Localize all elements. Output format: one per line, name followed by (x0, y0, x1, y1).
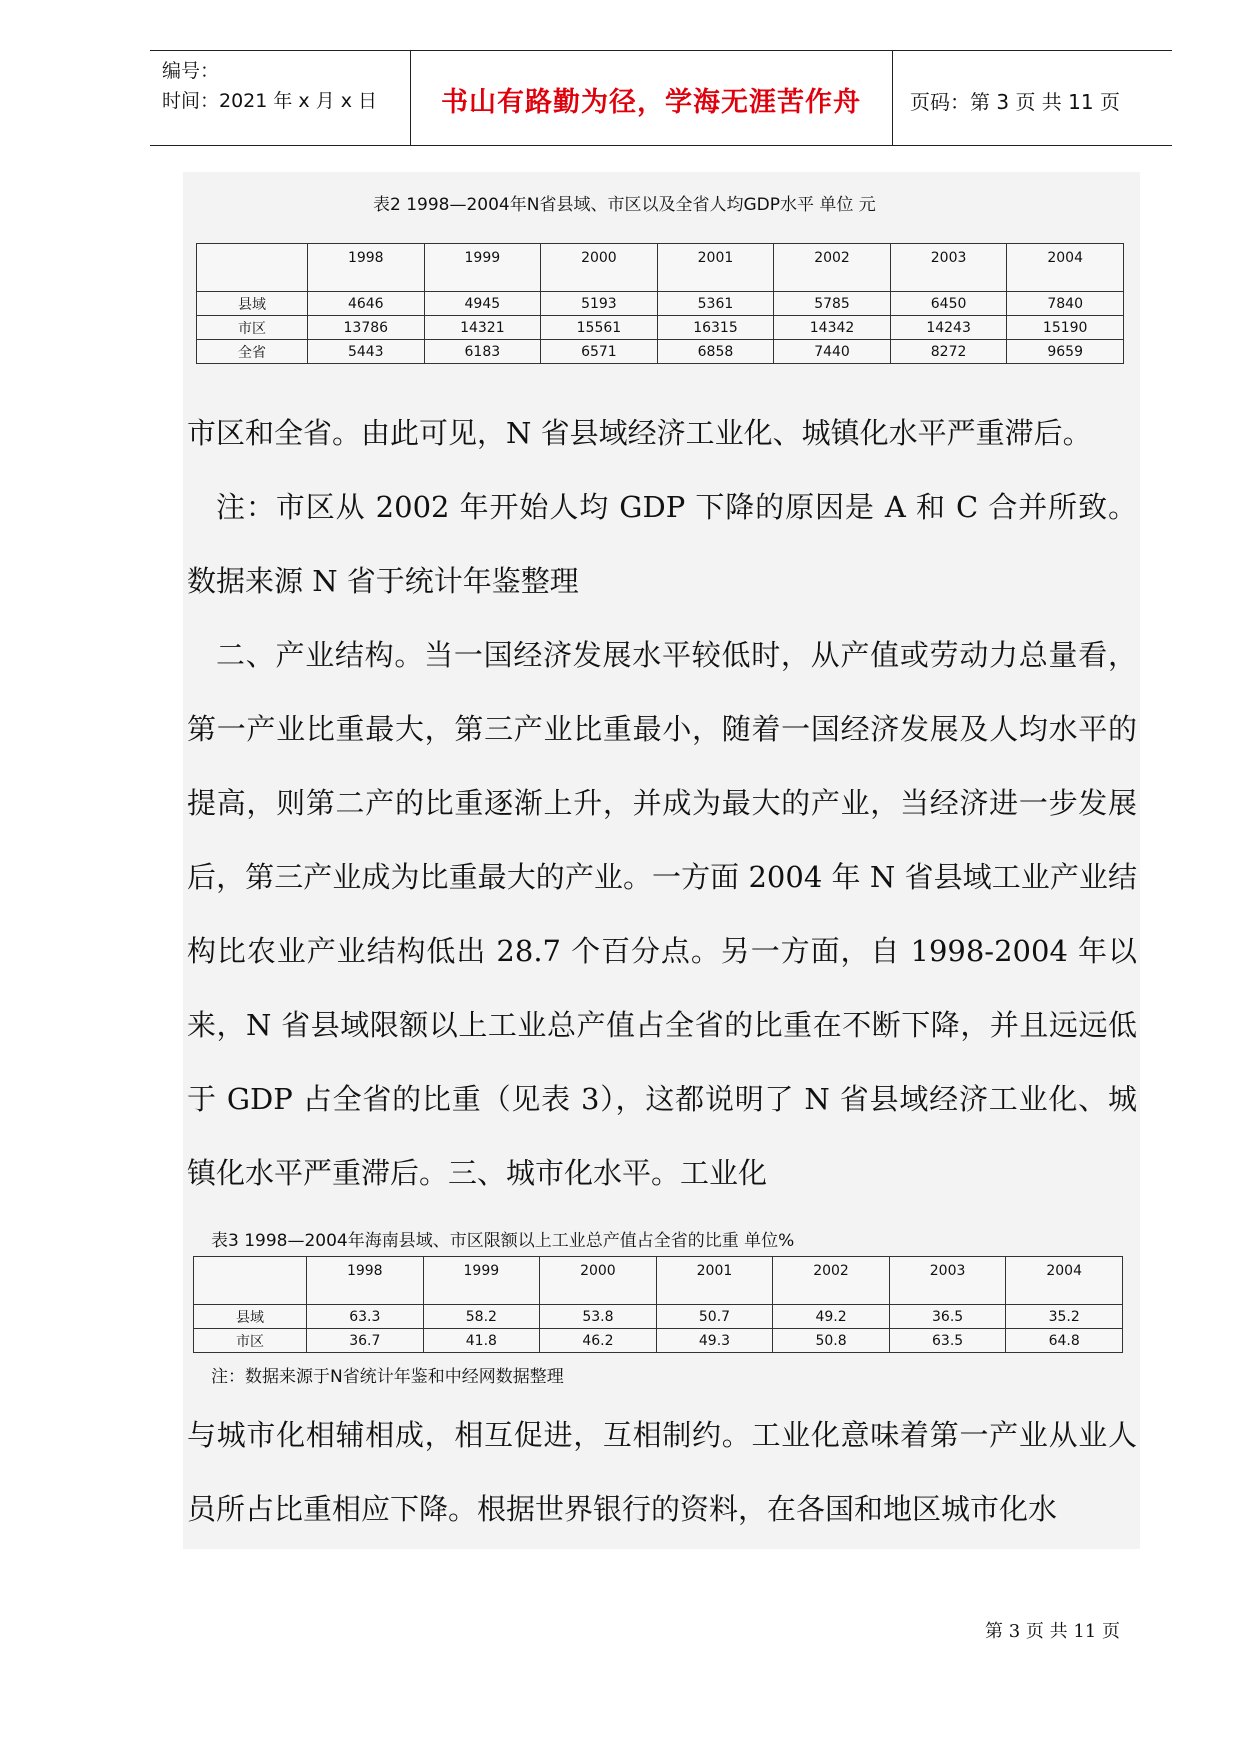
value-cell: 14321 (424, 316, 541, 340)
value-cell: 64.8 (1006, 1329, 1123, 1353)
value-cell: 15190 (1007, 316, 1124, 340)
value-cell: 15561 (541, 316, 658, 340)
value-cell: 5785 (774, 292, 891, 316)
year-header-cell: 2004 (1006, 1257, 1123, 1305)
paragraph-1: 市区和全省。由此可见，N 省县域经济工业化、城镇化水平严重滞后。 (187, 416, 1092, 450)
value-cell: 5361 (657, 292, 774, 316)
value-cell: 6571 (541, 340, 658, 364)
value-cell: 6450 (890, 292, 1007, 316)
value-cell: 9659 (1007, 340, 1124, 364)
value-cell: 6858 (657, 340, 774, 364)
year-header-cell: 2003 (889, 1257, 1006, 1305)
value-cell: 49.2 (773, 1305, 890, 1329)
row-label-cell: 县域 (194, 1305, 307, 1329)
year-header-cell: 2002 (773, 1257, 890, 1305)
table-corner-cell (197, 244, 308, 292)
year-header-cell: 2000 (541, 244, 658, 292)
year-header-cell: 1999 (424, 244, 541, 292)
value-cell: 5443 (308, 340, 425, 364)
table-row (197, 340, 1124, 364)
year-header-cell: 2004 (1007, 244, 1124, 292)
row-label-cell: 县域 (197, 292, 308, 316)
document-time-label: 时间：2021 年 x 月 x 日 (162, 90, 378, 112)
year-header-cell: 2001 (656, 1257, 773, 1305)
value-cell: 13786 (308, 316, 425, 340)
value-cell: 14342 (774, 316, 891, 340)
year-header-cell: 2003 (890, 244, 1007, 292)
year-header-cell: 2001 (657, 244, 774, 292)
table3 (193, 1256, 1123, 1353)
value-cell: 63.5 (889, 1329, 1006, 1353)
header-divider-right (892, 50, 893, 145)
table2-caption: 表2 1998—2004年N省县域、市区以及全省人均GDP水平 单位 元 (373, 195, 876, 215)
value-cell: 49.3 (656, 1329, 773, 1353)
table-row (194, 1329, 1123, 1353)
table-corner-cell (194, 1257, 307, 1305)
year-header-cell: 2000 (540, 1257, 657, 1305)
table-row (197, 292, 1124, 316)
footer-page-number: 第 3 页 共 11 页 (985, 1621, 1120, 1642)
table2 (196, 243, 1124, 364)
year-header-cell: 1998 (307, 1257, 424, 1305)
header-meta (162, 56, 377, 116)
header-page-number: 页码：第 3 页 共 11 页 (910, 90, 1120, 114)
year-header-cell: 1999 (423, 1257, 540, 1305)
year-header-cell: 2002 (774, 244, 891, 292)
value-cell: 53.8 (540, 1305, 657, 1329)
row-label-cell: 全省 (197, 340, 308, 364)
value-cell: 41.8 (423, 1329, 540, 1353)
value-cell: 46.2 (540, 1329, 657, 1353)
value-cell: 7840 (1007, 292, 1124, 316)
row-label-cell: 市区 (194, 1329, 307, 1353)
value-cell: 63.3 (307, 1305, 424, 1329)
paragraph-3: 二、产业结构。当一国经济发展水平较低时，从产值或劳动力总量看，第一产业比重最大，第三产业比重最小，随着一国经济发展及人均水平的提高，则第二产的比重逐渐上升，并成为最大的产业，当经济进一步发展后，第三产业成为比重最大的产业。一方面 2004 年 N 省县域工业产业结构比农业产业结构低出 28.7 个百分点。另一方面，自 1998-2004 年以来，N 省县域限额以上工业总产值占全省的比重在不断下降，并且远远低于 GDP 占全省的比重（见表 3），这都说明了 N 省县域经济工业化、城镇化水平严重滞后。三、城市化水平。工业化 (187, 638, 1137, 1190)
table3-note: 注：数据来源于N省统计年鉴和中经网数据整理 (211, 1367, 564, 1387)
value-cell: 36.7 (307, 1329, 424, 1353)
document-number-label: 编号： (162, 60, 220, 82)
page-header (150, 50, 1172, 146)
value-cell: 8272 (890, 340, 1007, 364)
table3-caption: 表3 1998—2004年海南县域、市区限额以上工业总产值占全省的比重 单位% (211, 1231, 795, 1251)
value-cell: 14243 (890, 316, 1007, 340)
row-label-cell: 市区 (197, 316, 308, 340)
value-cell: 4945 (424, 292, 541, 316)
paragraph-4: 与城市化相辅相成，相互促进，互相制约。工业化意味着第一产业从业人员所占比重相应下降。根据世界银行的资料，在各国和地区城市化水 (187, 1418, 1137, 1526)
value-cell: 5193 (541, 292, 658, 316)
paragraph-2: 注：市区从 2002 年开始人均 GDP 下降的原因是 A 和 C 合并所致。数据来源 N 省于统计年鉴整理 (187, 490, 1137, 598)
table-row (197, 316, 1124, 340)
value-cell: 6183 (424, 340, 541, 364)
value-cell: 35.2 (1006, 1305, 1123, 1329)
table-row (194, 1305, 1123, 1329)
value-cell: 50.7 (656, 1305, 773, 1329)
header-motto: 书山有路勤为径，学海无涯苦作舟 (441, 87, 861, 118)
value-cell: 16315 (657, 316, 774, 340)
value-cell: 7440 (774, 340, 891, 364)
value-cell: 4646 (308, 292, 425, 316)
year-header-cell: 1998 (308, 244, 425, 292)
value-cell: 36.5 (889, 1305, 1006, 1329)
value-cell: 50.8 (773, 1329, 890, 1353)
value-cell: 58.2 (423, 1305, 540, 1329)
header-top-rule (150, 50, 1172, 51)
